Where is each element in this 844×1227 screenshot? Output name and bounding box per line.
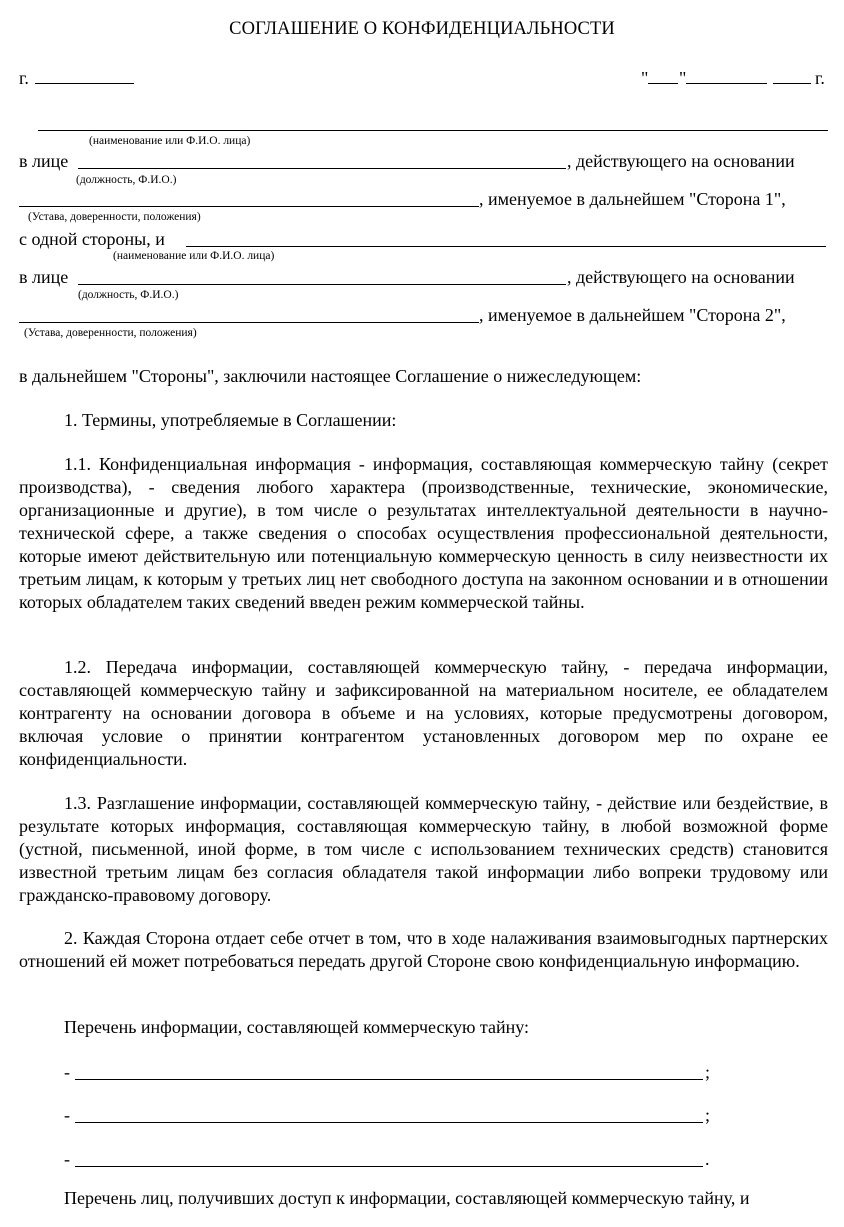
date-day-blank (648, 83, 678, 84)
info-list-end-2: ; (705, 1105, 711, 1125)
date-year-blank (773, 83, 811, 84)
clause-1-3: 1.3. Разглашение информации, составляющей коммерческую тайну, - действие или бездействие, в результате которых информация, составляющая коммерческую тайну, в любой возможной форме (устной, письменной, иной форме, в том числе с использованием технических средств) становится известной третьим лицам без согласия обладателя такой информации либо вопреки трудовому или гражданско-правовому договору. (19, 793, 828, 905)
party2-one-side: с одной стороны, и (19, 229, 165, 249)
info-list-blank-3 (75, 1166, 703, 1167)
section-1-heading: 1. Термины, употребляемые в Соглашении: (64, 410, 397, 430)
persons-list-title: Перечень лиц, получивших доступ к информации, составляющей коммерческую тайну, и (64, 1188, 750, 1208)
party1-acting-basis: , действующего на основании (567, 151, 795, 171)
city-prefix: г. (19, 68, 29, 88)
party2-acting-basis: , действующего на основании (567, 267, 795, 287)
party1-named: , именуемое в дальнейшем "Сторона 1", (479, 189, 786, 209)
party2-named: , именуемое в дальнейшем "Сторона 2", (479, 305, 786, 325)
party2-name-blank (186, 246, 826, 247)
clause-1-1: 1.1. Конфиденциальная информация - информация, составляющая коммерческую тайну (секрет производства), - сведения любого характера (производственные, технические, экономические, организационные и другие), в том числе о результатах интеллектуальной деятельности в научно-технической сфере, а также сведения о способах осуществления профессиональной деятельности, которые имеют действительную или потенциальную коммерческую ценность в силу неизвестности их третьим лицам, к которым у третьих лиц нет свободного доступа на законном основании и в отношении которых обладателем таких сведений введен режим коммерческой тайны. (19, 454, 828, 612)
date-suffix: г. (815, 68, 825, 88)
party2-basis-caption: (Устава, доверенности, положения) (24, 327, 197, 339)
document-title: СОГЛАШЕНИЕ О КОНФИДЕНЦИАЛЬНОСТИ (229, 19, 615, 39)
info-list-blank-1 (75, 1079, 703, 1080)
info-list-end-1: ; (705, 1062, 711, 1082)
party1-basis-blank (19, 206, 479, 207)
date-month-blank (686, 83, 767, 84)
party1-position-blank (78, 168, 566, 169)
party1-in-person: в лице (19, 151, 69, 171)
info-list-dash-2: - (64, 1105, 70, 1125)
party2-name-caption: (наименование или Ф.И.О. лица) (113, 250, 275, 262)
clause-2: 2. Каждая Сторона отдает себе отчет в том, что в ходе налаживания взаимовыгодных партнерских отношений ей может потребоваться передать другой Стороне свою конфиденциальную информацию. (19, 928, 828, 971)
info-list-dash-1: - (64, 1062, 70, 1082)
date-quote-close: " (679, 68, 687, 88)
party1-name-blank (38, 130, 828, 131)
party2-basis-blank (19, 322, 479, 323)
party1-basis-caption: (Устава, доверенности, положения) (28, 211, 201, 223)
date-quote-open: " (641, 68, 649, 88)
party1-name-caption: (наименование или Ф.И.О. лица) (89, 135, 251, 147)
info-list-end-3: . (705, 1149, 710, 1169)
party2-position-caption: (должность, Ф.И.О.) (78, 289, 179, 301)
info-list-dash-3: - (64, 1149, 70, 1169)
party1-position-caption: (должность, Ф.И.О.) (76, 174, 177, 186)
info-list-title: Перечень информации, составляющей коммерческую тайну: (64, 1017, 530, 1037)
party2-position-blank (78, 284, 566, 285)
intro-text: в дальнейшем "Стороны", заключили настоящее Соглашение о нижеследующем: (19, 366, 642, 386)
info-list-blank-2 (75, 1122, 703, 1123)
clause-1-2: 1.2. Передача информации, составляющей коммерческую тайну, - передача информации, составляющей коммерческую тайну и зафиксированной на материальном носителе, ее обладателем контрагенту на основании договора в объеме и на условиях, которые предусмотрены договором, включая условие о принятии контрагентом установленных договором мер по охране ее конфиденциальности. (19, 657, 828, 769)
party2-in-person: в лице (19, 267, 69, 287)
city-blank (35, 83, 134, 84)
